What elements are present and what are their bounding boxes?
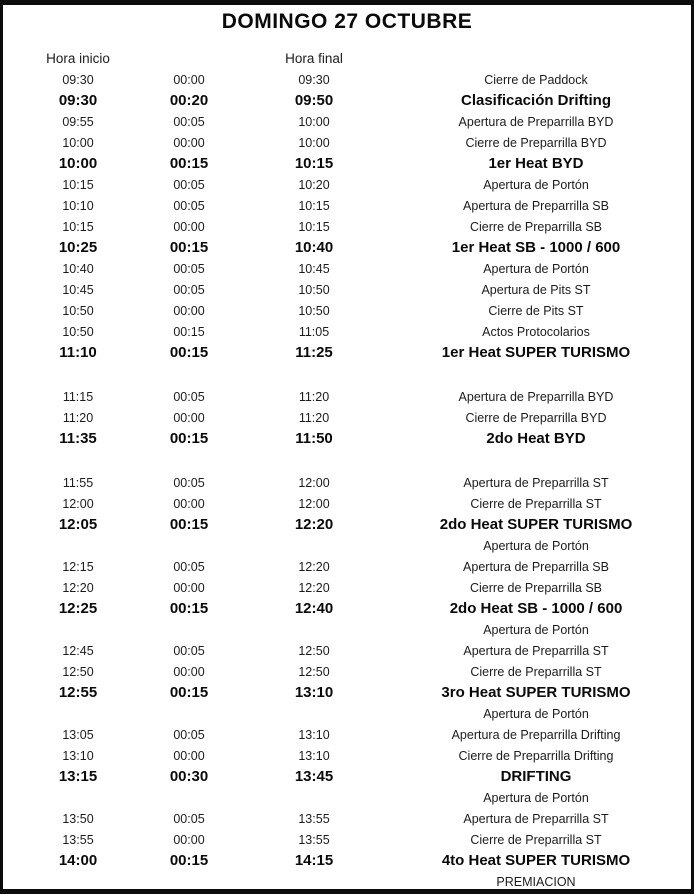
event-cell: Cierre de Preparrilla SB [470, 219, 602, 234]
schedule-row [3, 216, 691, 237]
duration-cell: 00:00 [173, 496, 205, 511]
event-cell: Cierre de Paddock [484, 72, 588, 87]
event-cell: Apertura de Preparrilla SB [463, 559, 609, 574]
schedule-row [3, 386, 691, 407]
schedule-row [3, 428, 691, 449]
end-time-cell: 12:50 [298, 664, 330, 679]
start-time-cell: 13:10 [62, 748, 94, 763]
start-time-cell: 11:35 [59, 430, 97, 447]
end-time-cell: 10:00 [298, 114, 330, 129]
schedule-row [3, 535, 691, 556]
schedule-row [3, 703, 691, 724]
schedule-row [3, 598, 691, 619]
end-time-cell: 13:55 [298, 811, 330, 826]
end-time-cell: 11:25 [295, 344, 333, 361]
start-time-cell: 11:15 [62, 389, 94, 404]
schedule-row [3, 808, 691, 829]
event-cell: Apertura de Preparrilla Drifting [451, 727, 621, 742]
duration-cell: 00:15 [169, 516, 209, 533]
schedule-row [3, 850, 691, 871]
event-cell: DRIFTING [500, 768, 572, 785]
event-cell: 2do Heat SB - 1000 / 600 [449, 600, 623, 617]
event-cell: Cierre de Preparrilla ST [470, 664, 602, 679]
duration-cell: 00:15 [169, 852, 209, 869]
duration-cell: 00:00 [173, 72, 205, 87]
schedule-row [3, 153, 691, 174]
event-cell: Clasificación Drifting [460, 92, 612, 109]
event-cell: 3ro Heat SUPER TURISMO [441, 684, 631, 701]
end-time-cell: 10:00 [298, 135, 330, 150]
end-time-cell: 10:15 [298, 198, 330, 213]
end-time-cell: 12:20 [298, 559, 330, 574]
end-time-cell: 13:10 [298, 727, 330, 742]
end-time-cell: 14:15 [294, 852, 334, 869]
event-cell: 2do Heat SUPER TURISMO [439, 516, 633, 533]
duration-cell: 00:05 [173, 198, 205, 213]
schedule-row [3, 237, 691, 258]
start-time-cell: 11:55 [62, 475, 94, 490]
spacer-row [3, 449, 691, 472]
end-time-cell: 13:55 [298, 832, 330, 847]
end-time-cell: 13:10 [294, 684, 334, 701]
start-time-cell: 11:10 [59, 344, 97, 361]
start-time-cell: 12:05 [58, 516, 98, 533]
event-cell: Apertura de Portón [483, 538, 589, 553]
event-cell: Cierre de Preparrilla ST [470, 832, 602, 847]
schedule-row [3, 321, 691, 342]
start-time-cell: 13:05 [62, 727, 94, 742]
end-time-cell: 12:40 [294, 600, 334, 617]
schedule-row [3, 132, 691, 153]
duration-cell: 00:15 [169, 155, 209, 172]
end-time-cell: 10:15 [294, 155, 334, 172]
event-cell: Apertura de Portón [483, 261, 589, 276]
end-time-cell: 10:40 [294, 239, 334, 256]
schedule-row [3, 661, 691, 682]
event-cell: Cierre de Preparrilla SB [470, 580, 602, 595]
duration-cell: 00:15 [169, 684, 209, 701]
start-time-cell: 10:10 [62, 198, 94, 213]
duration-cell: 00:00 [173, 135, 205, 150]
duration-cell: 00:15 [169, 430, 209, 447]
event-cell: Cierre de Preparrilla Drifting [458, 748, 614, 763]
duration-cell: 00:30 [169, 768, 209, 785]
event-cell: Cierre de Preparrilla ST [470, 496, 602, 511]
event-cell: Apertura de Pits ST [481, 282, 591, 297]
start-time-cell: 12:50 [62, 664, 94, 679]
schedule-row [3, 111, 691, 132]
start-time-cell: 10:00 [62, 135, 94, 150]
schedule-row [3, 493, 691, 514]
start-time-cell: 13:50 [62, 811, 94, 826]
event-cell: 1er Heat BYD [488, 155, 584, 172]
duration-cell: 00:05 [173, 389, 205, 404]
start-time-cell: 10:40 [62, 261, 94, 276]
column-headers [3, 49, 691, 67]
duration-cell: 00:15 [169, 239, 209, 256]
duration-cell: 00:00 [173, 664, 205, 679]
start-time-cell: 13:15 [58, 768, 98, 785]
schedule-row [3, 258, 691, 279]
event-cell: Apertura de Preparrilla SB [463, 198, 609, 213]
schedule-row [3, 174, 691, 195]
start-time-cell: 09:55 [62, 114, 94, 129]
duration-cell: 00:05 [173, 559, 205, 574]
schedule-row [3, 556, 691, 577]
end-time-cell: 12:00 [298, 475, 330, 490]
start-time-cell: 12:25 [58, 600, 98, 617]
page-title: DOMINGO 27 OCTUBRE [221, 10, 473, 33]
spacer-row [3, 363, 691, 386]
start-time-cell: 12:45 [62, 643, 94, 658]
start-time-cell: 10:25 [58, 239, 98, 256]
end-time-cell: 11:05 [298, 324, 330, 339]
duration-cell: 00:05 [173, 261, 205, 276]
schedule-row [3, 90, 691, 111]
schedule-row [3, 682, 691, 703]
duration-cell: 00:00 [173, 580, 205, 595]
schedule-row [3, 640, 691, 661]
start-time-cell: 12:00 [62, 496, 94, 511]
end-time-cell: 10:50 [298, 303, 330, 318]
start-time-cell: 14:00 [58, 852, 98, 869]
schedule-row [3, 69, 691, 90]
schedule-row [3, 342, 691, 363]
event-cell: 4to Heat SUPER TURISMO [441, 852, 631, 869]
duration-cell: 00:05 [173, 282, 205, 297]
event-cell: Apertura de Portón [483, 177, 589, 192]
event-cell: Apertura de Portón [483, 790, 589, 805]
end-time-cell: 10:15 [298, 219, 330, 234]
schedule-row [3, 871, 691, 892]
schedule-row [3, 472, 691, 493]
event-cell: 1er Heat SB - 1000 / 600 [451, 239, 621, 256]
event-cell: Apertura de Portón [483, 706, 589, 721]
schedule-rows [3, 69, 691, 892]
duration-cell: 00:00 [173, 410, 205, 425]
start-time-cell: 09:30 [62, 72, 94, 87]
duration-cell: 00:00 [173, 832, 205, 847]
start-time-cell: 10:15 [62, 219, 94, 234]
duration-cell: 00:05 [173, 811, 205, 826]
start-time-cell: 10:45 [62, 282, 94, 297]
schedule-row [3, 829, 691, 850]
schedule-row [3, 514, 691, 535]
end-time-cell: 09:30 [298, 72, 330, 87]
duration-cell: 00:00 [173, 219, 205, 234]
duration-cell: 00:15 [169, 344, 209, 361]
duration-cell: 00:00 [173, 748, 205, 763]
schedule-row [3, 724, 691, 745]
end-time-cell: 11:50 [295, 430, 333, 447]
event-cell: Actos Protocolarios [482, 324, 590, 339]
start-time-cell: 10:50 [62, 303, 94, 318]
duration-cell: 00:15 [173, 324, 205, 339]
schedule-row [3, 787, 691, 808]
event-cell: 2do Heat BYD [486, 430, 586, 447]
duration-cell: 00:05 [173, 727, 205, 742]
event-cell: 1er Heat SUPER TURISMO [441, 344, 631, 361]
schedule-row [3, 577, 691, 598]
end-time-cell: 12:00 [298, 496, 330, 511]
event-cell: Cierre de Preparrilla BYD [465, 135, 607, 150]
end-time-cell: 12:50 [298, 643, 330, 658]
duration-cell: 00:20 [169, 92, 209, 109]
end-time-cell: 13:10 [298, 748, 330, 763]
event-cell: Cierre de Preparrilla BYD [465, 410, 607, 425]
event-cell: PREMIACION [496, 874, 576, 889]
schedule-row [3, 300, 691, 321]
schedule-row [3, 766, 691, 787]
end-time-cell: 10:45 [298, 261, 330, 276]
end-time-cell: 11:20 [298, 389, 330, 404]
start-time-cell: 10:00 [58, 155, 98, 172]
start-time-cell: 12:20 [62, 580, 94, 595]
event-cell: Apertura de Preparrilla ST [463, 643, 609, 658]
duration-cell: 00:15 [169, 600, 209, 617]
event-cell: Cierre de Pits ST [488, 303, 584, 318]
start-time-cell: 09:30 [58, 92, 98, 109]
start-time-cell: 10:15 [62, 177, 94, 192]
header-hora-final: Hora final [285, 50, 343, 66]
schedule-row [3, 619, 691, 640]
start-time-cell: 12:15 [62, 559, 94, 574]
duration-cell: 00:05 [173, 114, 205, 129]
start-time-cell: 12:55 [58, 684, 98, 701]
duration-cell: 00:05 [173, 643, 205, 658]
event-cell: Apertura de Portón [483, 622, 589, 637]
event-cell: Apertura de Preparrilla ST [463, 475, 609, 490]
end-time-cell: 11:20 [298, 410, 330, 425]
start-time-cell: 13:55 [62, 832, 94, 847]
schedule-row [3, 195, 691, 216]
event-cell: Apertura de Preparrilla BYD [458, 389, 614, 404]
schedule-row [3, 745, 691, 766]
header-hora-inicio: Hora inicio [46, 50, 110, 66]
duration-cell: 00:05 [173, 177, 205, 192]
start-time-cell: 10:50 [62, 324, 94, 339]
end-time-cell: 13:45 [294, 768, 334, 785]
start-time-cell: 11:20 [62, 410, 94, 425]
event-cell: Apertura de Preparrilla ST [463, 811, 609, 826]
end-time-cell: 10:20 [298, 177, 330, 192]
end-time-cell: 10:50 [298, 282, 330, 297]
end-time-cell: 12:20 [294, 516, 334, 533]
end-time-cell: 09:50 [294, 92, 334, 109]
schedule-row [3, 279, 691, 300]
schedule-row [3, 407, 691, 428]
duration-cell: 00:05 [173, 475, 205, 490]
duration-cell: 00:00 [173, 303, 205, 318]
end-time-cell: 12:20 [298, 580, 330, 595]
event-cell: Apertura de Preparrilla BYD [458, 114, 614, 129]
